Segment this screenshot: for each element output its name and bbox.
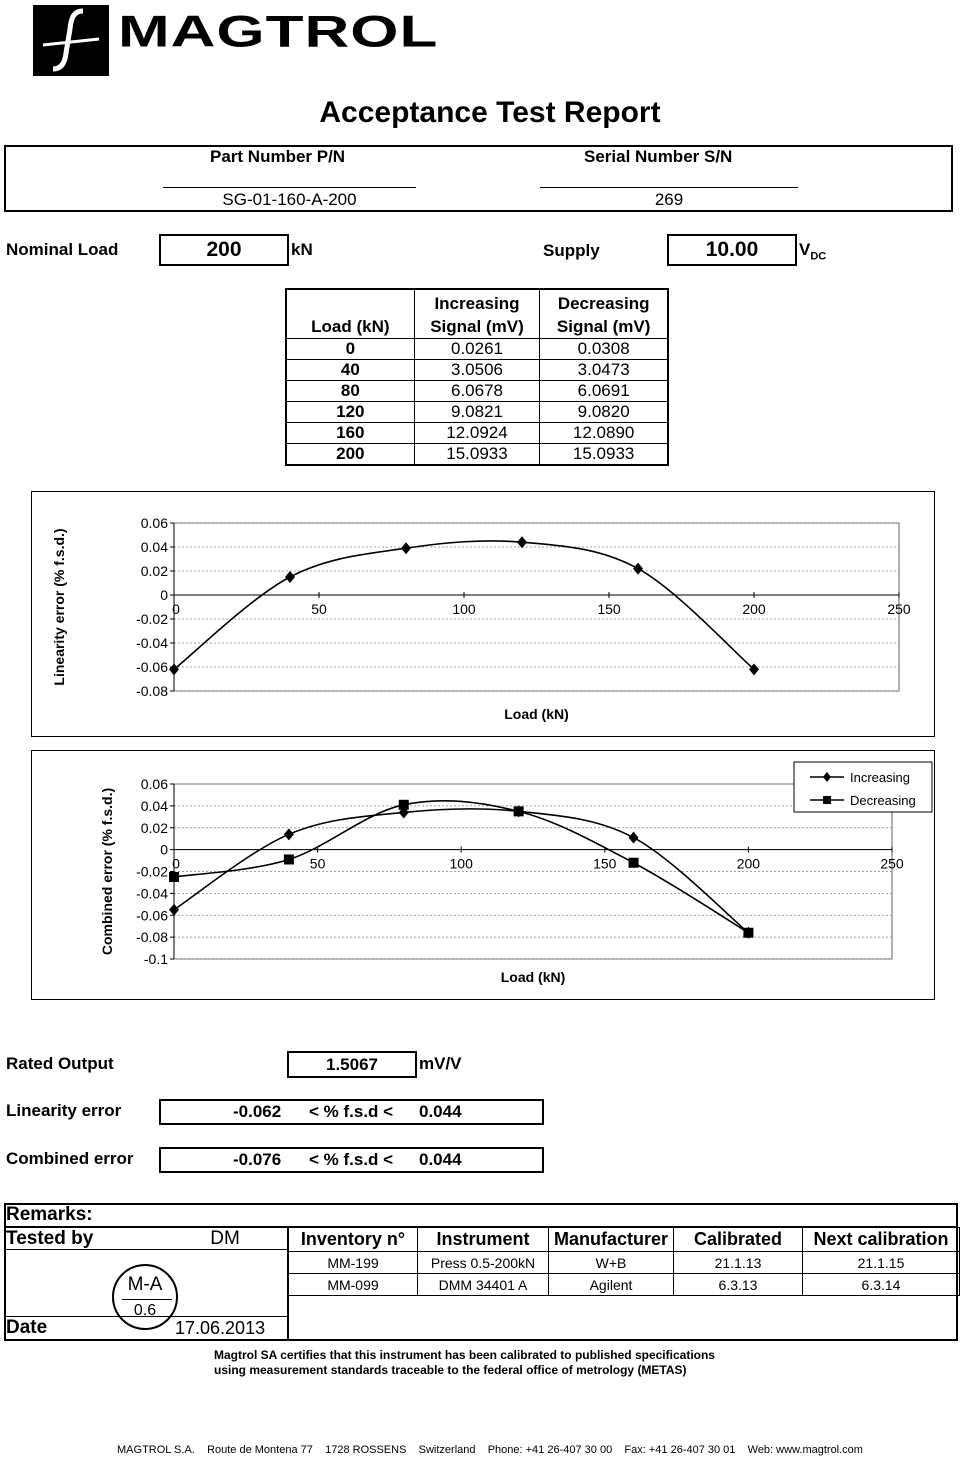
- header-calibrated: Calibrated: [674, 1228, 803, 1252]
- calibrated-cell: 6.3.13: [674, 1274, 803, 1296]
- page-title: Acceptance Test Report: [319, 96, 661, 129]
- legend-label: Decreasing: [850, 793, 916, 808]
- x-tick-label: 0: [172, 855, 180, 872]
- x-tick-label: 50: [309, 855, 326, 872]
- header-inventory: Inventory n°: [289, 1228, 418, 1252]
- linearity-chart: [32, 492, 934, 736]
- table-row: [286, 381, 668, 402]
- manufacturer-cell: Agilent: [549, 1274, 674, 1296]
- data-point-diamond: [401, 542, 411, 554]
- y-tick-label: -0.1: [143, 951, 168, 967]
- table-row: [286, 402, 668, 423]
- tested-by-value: DM: [210, 1228, 240, 1249]
- data-point-square: [743, 928, 753, 938]
- linearity-range-text: < % f.s.d <: [309, 1102, 394, 1121]
- increasing-cell: 0.0261: [414, 339, 540, 360]
- magtrol-logo-mark: [33, 5, 109, 76]
- y-tick-label: 0.04: [140, 797, 168, 814]
- linearity-error-box: [159, 1099, 544, 1125]
- table-row: [286, 423, 668, 444]
- linearity-error-label: Linearity error: [6, 1101, 122, 1120]
- y-tick-label: -0.04: [136, 885, 168, 902]
- serial-underline: [540, 187, 798, 188]
- logo-symbol-icon: [33, 5, 109, 76]
- y-tick-label: 0.04: [140, 539, 168, 555]
- table-row: [286, 360, 668, 381]
- header-increasing: Increasing Signal (mV): [414, 289, 540, 339]
- part-number-value: SG-01-160-A-200: [222, 190, 357, 209]
- decreasing-cell: 3.0473: [540, 360, 668, 381]
- inventory-cell: MM-099: [289, 1274, 418, 1296]
- brand-name: MAGTROL: [118, 7, 439, 57]
- combined-chart-frame: [31, 750, 935, 1000]
- y-tick-label: -0.02: [136, 863, 168, 880]
- x-tick-label: 100: [452, 601, 476, 617]
- y-tick-label: -0.04: [136, 635, 168, 651]
- y-tick-label: 0.02: [140, 819, 168, 836]
- inspector-stamp: [112, 1264, 178, 1330]
- certification-line-1: Magtrol SA certifies that this instrument has been calibrated to published specifications: [214, 1348, 715, 1362]
- linearity-min: -0.062: [233, 1102, 282, 1121]
- plot-area: [174, 523, 899, 691]
- increasing-cell: 9.0821: [414, 402, 540, 423]
- supply-label: Supply: [543, 241, 600, 260]
- y-tick-label: -0.06: [136, 659, 168, 675]
- supply-unit-main: V: [799, 240, 811, 259]
- load-cell: 200: [286, 444, 414, 466]
- header-decreasing: Decreasing Signal (mV): [540, 289, 668, 339]
- data-point-square: [399, 800, 409, 810]
- decreasing-cell: 0.0308: [540, 339, 668, 360]
- x-tick-label: 0: [172, 601, 180, 617]
- x-tick-label: 150: [597, 601, 621, 617]
- data-point-square: [514, 806, 524, 816]
- increasing-cell: 12.0924: [414, 423, 540, 444]
- data-point-diamond: [169, 904, 179, 916]
- footer-address: MAGTROL S.A. Route de Montena 77 1728 ROSSENS Switzerland Phone: +41 26-407 30 00 Fax: +41 26-407 30 01 Web: www.magtrol.com: [117, 1444, 863, 1456]
- supply-unit-sub: DC: [810, 250, 827, 263]
- combined-max: 0.044: [419, 1150, 462, 1169]
- y-axis-label: Combined error (% f.s.d.): [99, 787, 115, 956]
- rated-output-value: 1.5067: [287, 1051, 417, 1078]
- data-point-square: [169, 872, 179, 882]
- load-cell: 0: [286, 339, 414, 360]
- header-manufacturer: Manufacturer: [549, 1228, 674, 1252]
- x-tick-label: 100: [449, 855, 473, 872]
- x-tick-label: 150: [593, 855, 617, 872]
- table-row: [286, 444, 668, 466]
- decreasing-cell: 9.0820: [540, 402, 668, 423]
- y-tick-label: -0.06: [136, 907, 168, 924]
- y-tick-label: 0.02: [140, 563, 168, 579]
- combined-error-box: [159, 1147, 544, 1173]
- serial-number-label: Serial Number S/N: [584, 147, 733, 166]
- linearity-max: 0.044: [419, 1102, 462, 1121]
- nominal-load-value: 200: [159, 234, 289, 266]
- header-load: [286, 289, 414, 339]
- x-tick-label: 250: [880, 855, 904, 872]
- supply-unit: [799, 240, 826, 262]
- date-value: 17.06.2013: [175, 1318, 266, 1338]
- x-tick-label: 50: [311, 601, 327, 617]
- stamp-top-text: M-A: [127, 1274, 163, 1295]
- data-point-diamond: [285, 571, 295, 583]
- combined-error-label: Combined error: [6, 1149, 134, 1168]
- header-load-text: Load (kN): [311, 317, 390, 336]
- load-cell: 160: [286, 423, 414, 444]
- x-tick-label: 250: [887, 601, 911, 617]
- combined-chart: [32, 751, 934, 999]
- header-instrument: Instrument: [418, 1228, 549, 1252]
- instruments-table: [288, 1227, 960, 1296]
- decreasing-cell: 12.0890: [540, 423, 668, 444]
- load-cell: 80: [286, 381, 414, 402]
- data-point-square: [284, 854, 294, 864]
- part-underline: [163, 187, 416, 188]
- manufacturer-cell: W+B: [549, 1252, 674, 1274]
- supply-value: 10.00: [667, 234, 797, 266]
- linearity-chart-frame: [31, 491, 935, 737]
- y-tick-label: -0.08: [136, 929, 168, 946]
- x-tick-label: 200: [742, 601, 766, 617]
- y-axis-label: Linearity error (% f.s.d.): [51, 528, 67, 686]
- x-tick-label: 200: [736, 855, 761, 872]
- remarks-label: Remarks:: [6, 1204, 93, 1225]
- instrument-cell: Press 0.5-200kN: [418, 1252, 549, 1274]
- increasing-cell: 3.0506: [414, 360, 540, 381]
- increasing-cell: 15.0933: [414, 444, 540, 466]
- x-axis-label: Load (kN): [504, 706, 569, 722]
- load-cell: 40: [286, 360, 414, 381]
- table-row: [289, 1274, 960, 1296]
- data-point-square: [629, 858, 639, 868]
- y-tick-label: 0: [160, 841, 168, 858]
- plot-area: [174, 784, 892, 959]
- nominal-load-label: Nominal Load: [6, 240, 119, 259]
- increasing-cell: 6.0678: [414, 381, 540, 402]
- x-axis-label: Load (kN): [500, 969, 566, 985]
- tested-by-label: Tested by: [6, 1228, 94, 1249]
- next-calibration-cell: 6.3.14: [803, 1274, 960, 1296]
- table-header-row: [286, 289, 668, 339]
- y-tick-label: -0.08: [136, 683, 168, 699]
- combined-min: -0.076: [233, 1150, 282, 1169]
- data-point-diamond: [169, 663, 179, 675]
- decreasing-cell: 15.0933: [540, 444, 668, 466]
- signal-table: [285, 288, 669, 466]
- next-calibration-cell: 21.1.15: [803, 1252, 960, 1274]
- nominal-load-unit: kN: [291, 240, 313, 259]
- rated-output-label: Rated Output: [6, 1054, 114, 1073]
- data-point-diamond: [517, 536, 527, 548]
- y-tick-label: -0.02: [136, 611, 168, 627]
- part-number-label: Part Number P/N: [210, 147, 346, 166]
- table-row: [289, 1252, 960, 1274]
- stamp-bottom-text: 0.6: [133, 1302, 157, 1319]
- legend-label: Increasing: [850, 770, 910, 785]
- y-tick-label: 0.06: [140, 515, 168, 531]
- table-row: [286, 339, 668, 360]
- inventory-cell: MM-199: [289, 1252, 418, 1274]
- stamp-line: [122, 1299, 172, 1300]
- data-point-diamond: [629, 832, 639, 844]
- header-next-calibration: Next calibration: [803, 1228, 960, 1252]
- legend-marker-square: [823, 796, 831, 804]
- date-label: Date: [6, 1317, 48, 1338]
- data-point-diamond: [633, 563, 643, 575]
- y-tick-label: 0: [160, 587, 168, 603]
- y-tick-label: 0.06: [140, 776, 168, 792]
- combined-range-text: < % f.s.d <: [309, 1150, 394, 1169]
- instrument-cell: DMM 34401 A: [418, 1274, 549, 1296]
- certification-line-2: using measurement standards traceable to the federal office of metrology (METAS): [214, 1363, 687, 1377]
- calibrated-cell: 21.1.13: [674, 1252, 803, 1274]
- data-point-diamond: [284, 828, 294, 840]
- rated-output-unit: mV/V: [419, 1054, 462, 1073]
- serial-number-value: 269: [654, 190, 684, 209]
- load-cell: 120: [286, 402, 414, 423]
- instruments-header-row: [289, 1228, 960, 1252]
- part-serial-box: [4, 145, 953, 212]
- decreasing-cell: 6.0691: [540, 381, 668, 402]
